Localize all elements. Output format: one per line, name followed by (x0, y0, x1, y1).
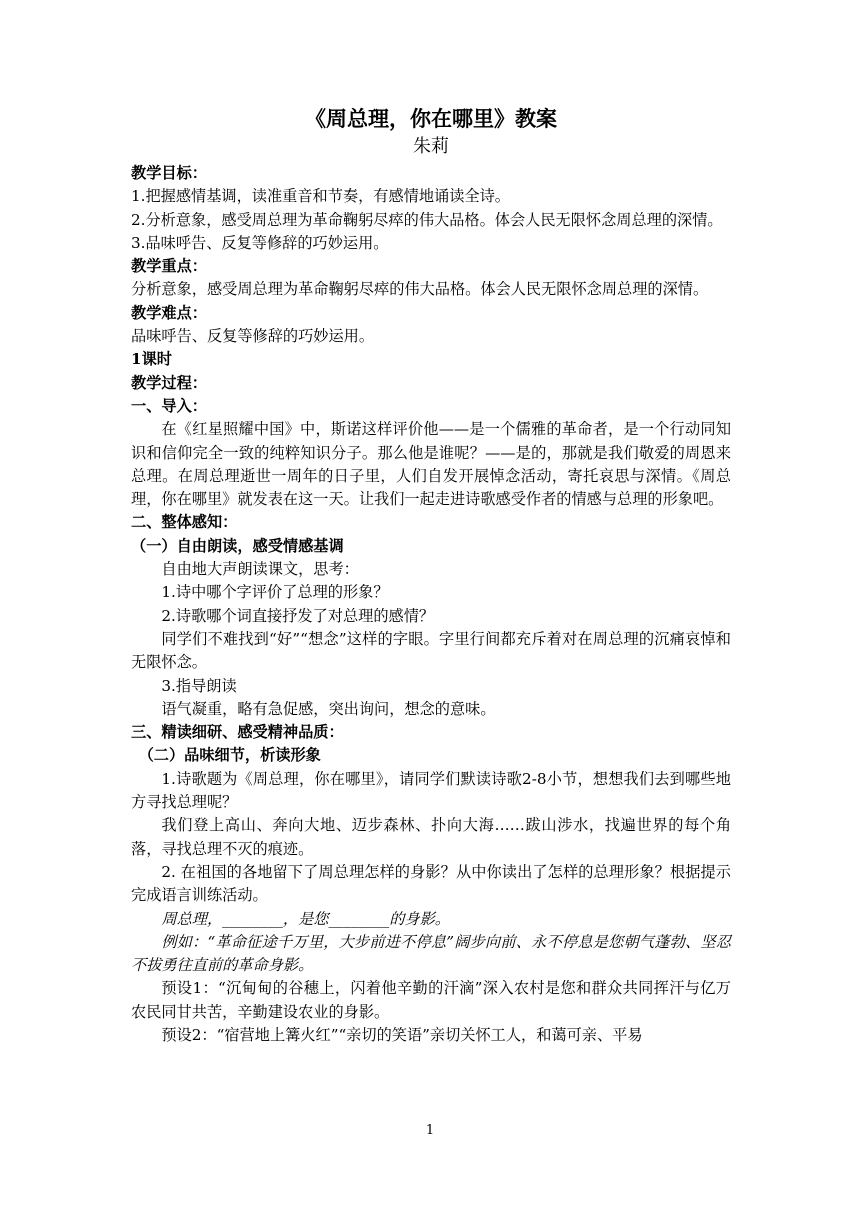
document-author: 朱莉 (413, 136, 449, 157)
section-heading: 一、导入： (131, 396, 207, 415)
section-heading: 教学目标： (131, 164, 207, 182)
section-heading: 教学重点： (131, 257, 207, 276)
paragraph: 2.分析意象，感受周总理为革命鞠躬尽瘁的伟大品格。体会人民无限怀念周总理的深情。 (131, 210, 723, 229)
paragraph: 2.诗歌哪个词直接抒发了对总理的感情？ (161, 606, 435, 625)
paragraph: 周总理，________，是您________的身影。 (161, 909, 450, 928)
paragraph: 3.指导朗读 (161, 676, 237, 695)
paragraph: 预设2：“宿营地上篝火红”“亲切的笑语”亲切关怀工人，和蔼可亲、平易 (161, 1025, 643, 1044)
paragraph: 1.把握感情基调，读准重音和节奏，有感情地诵读全诗。 (131, 187, 510, 206)
section-heading: 二、整体感知： (131, 513, 238, 532)
paragraph: 分析意象，感受周总理为革命鞠躬尽瘁的伟大品格。体会人民无限怀念周总理的深情。 (131, 280, 709, 299)
paragraph: 自由地大声朗读课文，思考： (161, 560, 359, 579)
document-title: 《周总理，你在哪里》教案 (305, 106, 557, 131)
paragraph: 例如：“革命征途千万里，大步前进不停息”阔步向前、永不停息是您朝气蓬勃、坚忍不拔勇往直前的革命身影。 (131, 932, 731, 975)
page-number: 1 (425, 1123, 435, 1138)
paragraph: 预设1：“沉甸甸的谷穗上，闪着他辛勤的汗滴”深入农村是您和群众共同挥汗与亿万农民同甘共苦，辛勤建设农业的身影。 (131, 979, 731, 1021)
paragraph: 我们登上高山、奔向大地、迈步森林、扑向大海……跋山涉水，找遍世界的每个角落，寻找总理不灭的痕迹。 (131, 816, 731, 858)
paragraph: 2. 在祖国的各地留下了周总理怎样的身影？从中你读出了怎样的总理形象？根据提示完成语言训练活动。 (131, 862, 731, 905)
section-heading: 教学难点： (131, 303, 207, 322)
paragraph: 1.诗歌题为《周总理，你在哪里》，请同学们默读诗歌2-8小节，想想我们去到哪些地方寻找总理呢？ (131, 769, 731, 812)
paragraph: 3.品味呼告、反复等修辞的巧妙运用。 (131, 233, 389, 252)
paragraph: 品味呼告、反复等修辞的巧妙运用。 (131, 327, 374, 346)
paragraph: 语气凝重，略有急促感，突出询问，想念的意味。 (161, 699, 496, 718)
paragraph: 同学们不难找到“好”“想念”这样的字眼。字里行间都充斥着对在周总理的沉痛哀悼和无限怀念。 (131, 629, 731, 672)
section-heading: 教学过程： (131, 373, 207, 392)
document-body (131, 104, 731, 1047)
section-heading: 1课时 (131, 350, 172, 369)
section-heading: 三、精读细研、感受精神品质： (131, 723, 344, 742)
subsection-heading: （二）品味细节，析读形象 (138, 746, 321, 765)
paragraph: 在《红星照耀中国》中，斯诺这样评价他——是一个儒雅的革命者，是一个行动同知识和信仰完全一致的纯粹知识分子。那么他是谁呢？——是的，那就是我们敬爱的周恩来总理。在周总理逝世一周年的日子里，人们自发开展悼念活动，寄托哀思与深情。《周总理，你在哪里》就发表在这一天。让我们一起走进诗歌感受作者的情感与总理的形象吧。 (131, 420, 731, 509)
subsection-heading: （一）自由朗读，感受情感基调 (131, 536, 344, 555)
paragraph: 1.诗中哪个字评价了总理的形象？ (161, 583, 389, 602)
